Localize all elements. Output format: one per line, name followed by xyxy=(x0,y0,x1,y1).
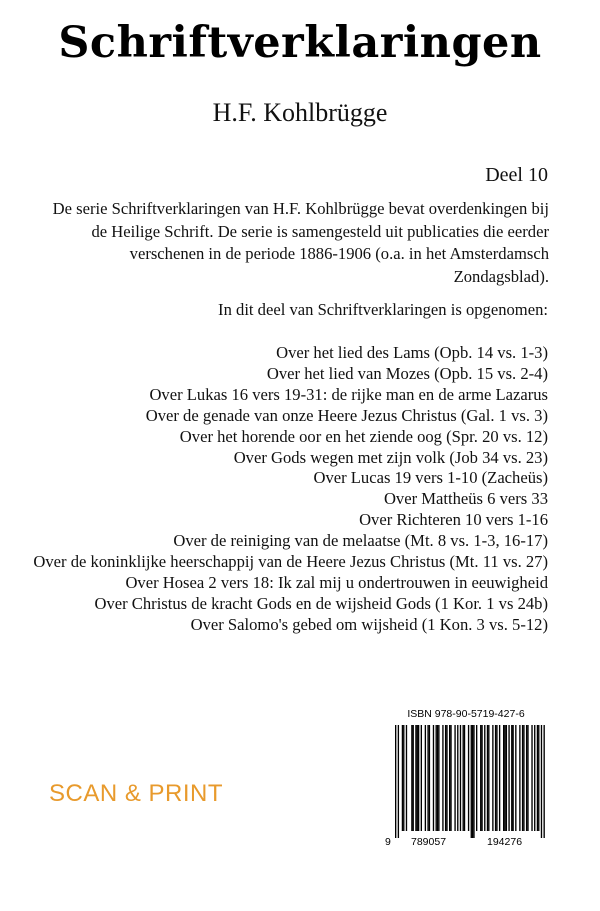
contents-item: Over Richteren 10 vers 1-16 xyxy=(359,510,548,530)
barcode-bar xyxy=(508,725,509,831)
barcode-bar xyxy=(450,725,451,831)
barcode-bar xyxy=(495,725,496,831)
barcode-bar xyxy=(454,725,455,831)
barcode-bar xyxy=(460,725,461,831)
contents-item: Over Christus de kracht Gods en de wijsheid Gods (1 Kor. 1 vs 24b) xyxy=(94,593,548,613)
barcode-bar xyxy=(471,725,472,838)
barcode-bar xyxy=(526,725,527,831)
barcode-bar xyxy=(395,725,396,838)
barcode-bar xyxy=(427,725,428,831)
barcode-bar xyxy=(436,725,437,831)
barcode-bar xyxy=(402,725,403,831)
contents-item: Over het horende oor en het ziende oog (Spr. 20 vs. 12) xyxy=(179,426,548,446)
contents-item: Over Gods wegen met zijn volk (Job 34 vs. 23) xyxy=(233,447,548,467)
barcode-bar xyxy=(522,725,523,831)
barcode-bar xyxy=(398,725,399,838)
barcode-bar xyxy=(544,725,545,838)
barcode-bar xyxy=(511,725,512,831)
barcode-bar xyxy=(418,725,419,831)
barcode-bar xyxy=(534,725,535,831)
barcode-bar xyxy=(484,725,485,831)
barcode-bar xyxy=(425,725,426,831)
barcode-bar xyxy=(476,725,477,831)
barcode-bar xyxy=(487,725,488,831)
barcode-lead-digit: 9 xyxy=(385,836,391,848)
contents-item: Over het lied van Mozes (Opb. 15 vs. 2-4) xyxy=(266,363,548,383)
barcode-bar xyxy=(504,725,505,831)
author-name: H.F. Kohlbrügge xyxy=(212,98,388,127)
barcode-bar xyxy=(411,725,412,831)
contents-item: Over Mattheüs 6 vers 33 xyxy=(383,489,548,509)
barcode-bar xyxy=(496,725,497,831)
barcode-bar xyxy=(488,725,489,831)
barcode-bar xyxy=(480,725,481,831)
barcode-bar xyxy=(531,725,532,831)
barcode-bar xyxy=(481,725,482,831)
barcode-bar xyxy=(446,725,447,831)
barcode-bar xyxy=(515,725,516,831)
barcode-bar xyxy=(537,725,538,831)
contents-item: Over de genade van onze Heere Jezus Christus (Gal. 1 vs. 3) xyxy=(145,405,548,425)
publisher-logo: SCAN & PRINT xyxy=(49,780,224,807)
barcode-bar xyxy=(503,725,504,831)
contents-item: Over Salomo's gebed om wijsheid (1 Kon. 3 vs. 5-12) xyxy=(190,614,548,634)
barcode-bar xyxy=(413,725,414,831)
barcode-bar xyxy=(523,725,524,831)
barcode-right-digits: 194276 xyxy=(487,836,523,848)
contents-item: Over Hosea 2 vers 18: Ik zal mij u ondertrouwen in eeuwigheid xyxy=(125,572,548,592)
barcode-bar xyxy=(445,725,446,831)
contents-item: Over de koninklijke heerschappij van de Heere Jezus Christus (Mt. 11 vs. 27) xyxy=(33,552,548,572)
barcode-bar xyxy=(473,725,474,838)
barcode-bar xyxy=(417,725,418,831)
barcode-bar xyxy=(472,725,473,838)
contents-item: Over het lied des Lams (Opb. 14 vs. 1-3) xyxy=(276,343,548,362)
book-title: Schriftverklaringen xyxy=(58,18,542,68)
contents-item: Over de reiniging van de melaatse (Mt. 8 vs. 1-3, 16-17) xyxy=(173,531,548,551)
barcode-bar xyxy=(433,725,434,831)
barcode-bar xyxy=(449,725,450,831)
contents-intro: In dit deel van Schriftverklaringen is opgenomen: xyxy=(218,300,548,319)
barcode-left-digits: 789057 xyxy=(411,836,447,848)
contents-item: Over Lucas 19 vers 1-10 (Zacheüs) xyxy=(313,468,548,488)
barcode-bar xyxy=(438,725,439,831)
barcode-bar xyxy=(538,725,539,831)
barcode-bar xyxy=(541,725,542,838)
barcode-bar xyxy=(406,725,407,831)
barcode-bar xyxy=(429,725,430,831)
contents-list xyxy=(28,343,548,636)
contents-item: Over Lukas 16 vers 19-31: de rijke man en de arme Lazarus xyxy=(149,384,548,404)
isbn-barcode xyxy=(381,705,551,855)
series-description: De serie Schriftverklaringen van H.F. Kohlbrügge bevat overdenkingen bij de Heilige Schrift. De serie is samengesteld uit publicaties die eerder verschenen in de periode 1886-1906 (o.a. in het Amsterdamsch Zondagsblad). xyxy=(52,199,549,286)
barcode-bar xyxy=(442,725,443,831)
barcode-bar xyxy=(499,725,500,831)
barcode-bar xyxy=(512,725,513,831)
barcode-bar xyxy=(468,725,469,831)
volume-label: Deel 10 xyxy=(485,164,548,186)
barcode-bars xyxy=(381,705,551,855)
barcode-bar xyxy=(519,725,520,831)
barcode-bar xyxy=(506,725,507,831)
barcode-bar xyxy=(421,725,422,831)
barcode-bar xyxy=(415,725,416,831)
barcode-bar xyxy=(403,725,404,831)
barcode-bar xyxy=(457,725,458,831)
barcode-bar xyxy=(437,725,438,831)
barcode-bar xyxy=(463,725,464,831)
barcode-bar xyxy=(464,725,465,831)
barcode-bar xyxy=(527,725,528,831)
isbn-label: ISBN 978-90-5719-427-6 xyxy=(407,708,525,720)
barcode-bar xyxy=(492,725,493,831)
